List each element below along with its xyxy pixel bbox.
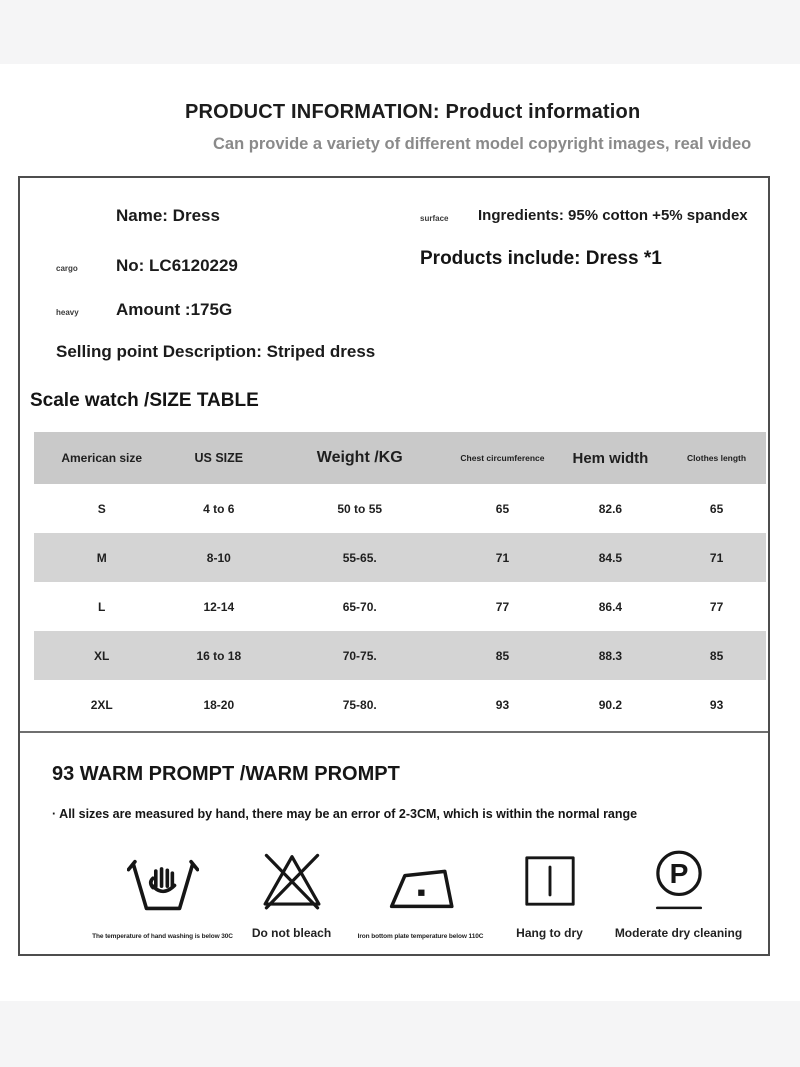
care-item-hang-to-dry — [485, 838, 614, 940]
care-label: Do not bleach — [251, 926, 332, 940]
table-cell: 12-14 — [203, 599, 235, 614]
product-amount: Amount :175G — [116, 300, 233, 319]
care-item-iron — [356, 838, 485, 940]
table-cell: 18-20 — [203, 697, 235, 712]
table-cell: 8-10 — [206, 550, 231, 565]
warm-prompt-note: · All sizes are measured by hand, there may be an error of 2-3CM, which is within the normal range — [52, 807, 638, 821]
products-include: Products include: Dress *1 — [420, 248, 662, 269]
table-cell: 55-65. — [342, 550, 377, 565]
table-cell: 77 — [495, 599, 510, 614]
dry-clean-icon — [647, 838, 711, 923]
care-item-dry-clean — [614, 838, 743, 940]
top-band — [0, 0, 800, 64]
table-cell: S — [97, 501, 106, 516]
selling-point: Selling point Description: Striped dress — [56, 342, 376, 361]
warm-prompt-heading: 93 WARM PROMPT /WARM PROMPT — [52, 763, 400, 785]
care-label: The temperature of hand washing is below 30C — [92, 933, 233, 940]
table-cell: 65 — [709, 501, 724, 516]
table-cell: 93 — [495, 697, 510, 712]
size-table-header-row — [34, 432, 766, 484]
hang-to-dry-icon — [521, 838, 579, 923]
page-title: PRODUCT INFORMATION: Product information — [185, 101, 641, 123]
care-label: Moderate dry cleaning — [614, 926, 743, 940]
table-cell: 77 — [709, 599, 724, 614]
column-header: Weight /KG — [316, 449, 403, 466]
table-cell: XL — [94, 648, 110, 663]
table-cell: 71 — [495, 550, 510, 565]
table-cell: 84.5 — [598, 550, 623, 565]
care-icons-row — [92, 838, 743, 940]
care-label: Iron bottom plate temperature below 110C — [357, 933, 484, 940]
column-header: American size — [61, 451, 143, 465]
table-cell: 70-75. — [342, 648, 377, 663]
cargo-label: cargo — [56, 264, 78, 273]
table-cell: 71 — [709, 550, 724, 565]
column-header: Clothes length — [687, 453, 747, 463]
section-divider — [20, 731, 768, 733]
care-item-hand-wash — [92, 838, 233, 940]
table-row — [34, 533, 766, 582]
table-cell: L — [98, 599, 106, 614]
hand-wash-icon — [127, 838, 199, 930]
do-not-bleach-icon — [260, 838, 324, 923]
table-cell: 85 — [495, 648, 510, 663]
table-row — [34, 680, 766, 729]
column-header: Chest circumference — [460, 453, 545, 463]
size-table-heading: Scale watch /SIZE TABLE — [24, 387, 271, 415]
product-ingredients: Ingredients: 95% cotton +5% spandex — [478, 207, 748, 224]
table-row — [34, 484, 766, 533]
table-cell: 16 to 18 — [196, 648, 242, 663]
size-table-head — [34, 432, 766, 484]
table-cell: 93 — [709, 697, 724, 712]
column-header: US SIZE — [194, 451, 244, 465]
table-cell: 65-70. — [342, 599, 377, 614]
product-name: Name: Dress — [116, 206, 220, 225]
page-subtitle: Can provide a variety of different model copyright images, real video — [213, 135, 752, 153]
table-cell: 2XL — [90, 697, 113, 712]
column-header: Hem width — [572, 449, 649, 467]
iron-icon — [386, 838, 456, 930]
care-item-do-not-bleach — [227, 838, 356, 940]
table-cell: 4 to 6 — [203, 501, 235, 516]
table-cell: 75-80. — [342, 697, 377, 712]
bottom-band — [0, 1001, 800, 1067]
size-table — [34, 432, 766, 729]
table-cell: M — [96, 550, 107, 565]
table-cell: 65 — [495, 501, 510, 516]
table-cell: 86.4 — [598, 599, 623, 614]
table-cell: 85 — [709, 648, 724, 663]
svg-text:P: P — [669, 857, 688, 889]
table-cell: 50 to 55 — [337, 501, 383, 516]
care-label: Hang to dry — [516, 926, 583, 940]
surface-label: surface — [420, 214, 449, 223]
heavy-label: heavy — [56, 308, 79, 317]
table-cell: 90.2 — [598, 697, 623, 712]
table-cell: 88.3 — [598, 648, 623, 663]
table-row — [34, 631, 766, 680]
table-cell: 82.6 — [598, 501, 623, 516]
size-table-body — [34, 484, 766, 729]
product-number: No: LC6120229 — [116, 256, 238, 275]
table-row — [34, 582, 766, 631]
